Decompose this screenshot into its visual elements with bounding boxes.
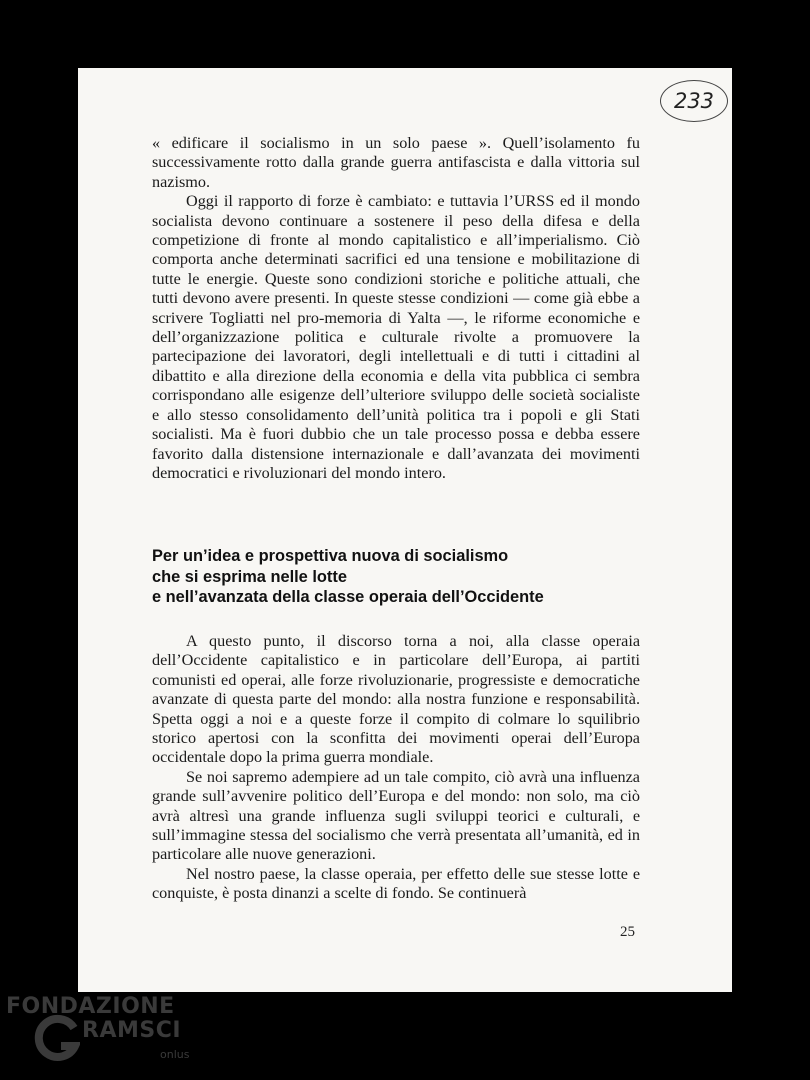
logo-onlus: onlus (160, 1048, 190, 1061)
page-stamp: 233 (660, 80, 728, 122)
paragraph: « edificare il socialismo in un solo paese ». Quell’isolamento fu successivamente rotto dalla grande guerra antifascista e dalla vittoria sul nazismo. (152, 134, 640, 191)
section-heading (152, 546, 672, 608)
body-text-after (152, 632, 640, 904)
paragraph: Oggi il rapporto di forze è cambiato: e tuttavia l’URSS ed il mondo socialista devono continuare a sostenere il peso della difesa e della competizione di fronte al mondo capitalistico e all’imperialismo. Ciò comporta anche determinati sacrifici ed una tensione e mobilitazione di tutte le energie. Queste sono condizioni storiche e politiche attuali, che tutti devono avere presenti. In queste stesse condizioni — come già ebbe a scrivere Togliatti nel pro-memoria di Yalta —, le riforme economiche e dell’organizzazione politica e culturale rivolte a promuovere la partecipazione dei lavoratori, degli intellettuali e di tutti i cittadini al dibattito e alla direzione della economia e della vita pubblica ci sembra corrispondano alle esigenze dell’ulteriore sviluppo delle società socialiste e allo stesso consolidamento dell’unità politica tra i popoli e gli Stati socialisti. Ma è fuori dubbio che un tale processo possa e debba essere favorito dalla distensione internazionale e dall’avanzata dei movimenti democratici e rivoluzionari del mondo intero. (152, 192, 640, 482)
paragraph: Se noi sapremo adempiere ad un tale compito, ciò avrà una influenza grande sull’avvenire politico dell’Europa e del mondo: non solo, ma ciò avrà altresì una grande influenza sugli sviluppi teorici e culturali, e sull’immagine stessa del socialismo che verrà presentata all’umanità, ed in particolare alle nuove generazioni. (152, 767, 640, 864)
paragraph: A questo punto, il discorso torna a noi, alla classe operaia dell’Occidente capitalistico e in particolare dell’Europa, ai partiti comunisti ed operai, alle forze rivoluzionarie, progressiste e democratiche avanzate di questa parte del mondo: alla nostra funzione e responsabilità. Spetta oggi a noi e a queste forze il compito di colmare lo squilibrio storico apertosi con la sconfitta dei movimenti operai dell’Europa occidentale dopo la prima guerra mondiale. (152, 632, 640, 767)
logo-g-mark-icon (34, 1014, 80, 1064)
body-text-before (152, 134, 640, 483)
logo-line1: FONDAZIONE (6, 994, 175, 1019)
heading-line: Per un’idea e prospettiva nuova di socialismo (152, 547, 509, 565)
fondazione-gramsci-logo (6, 994, 206, 1074)
logo-line2: RAMSCI (82, 1018, 182, 1043)
paragraph: Nel nostro paese, la classe operaia, per effetto delle sue stesse lotte e conquiste, è posta dinanzi a scelte di fondo. Se continuerà (152, 864, 640, 903)
heading-line: che si esprima nelle lotte (152, 567, 347, 586)
page-number: 25 (620, 924, 635, 940)
document-page (78, 68, 732, 992)
heading-line: e nell’avanzata della classe operaia dell’Occidente (152, 588, 544, 606)
